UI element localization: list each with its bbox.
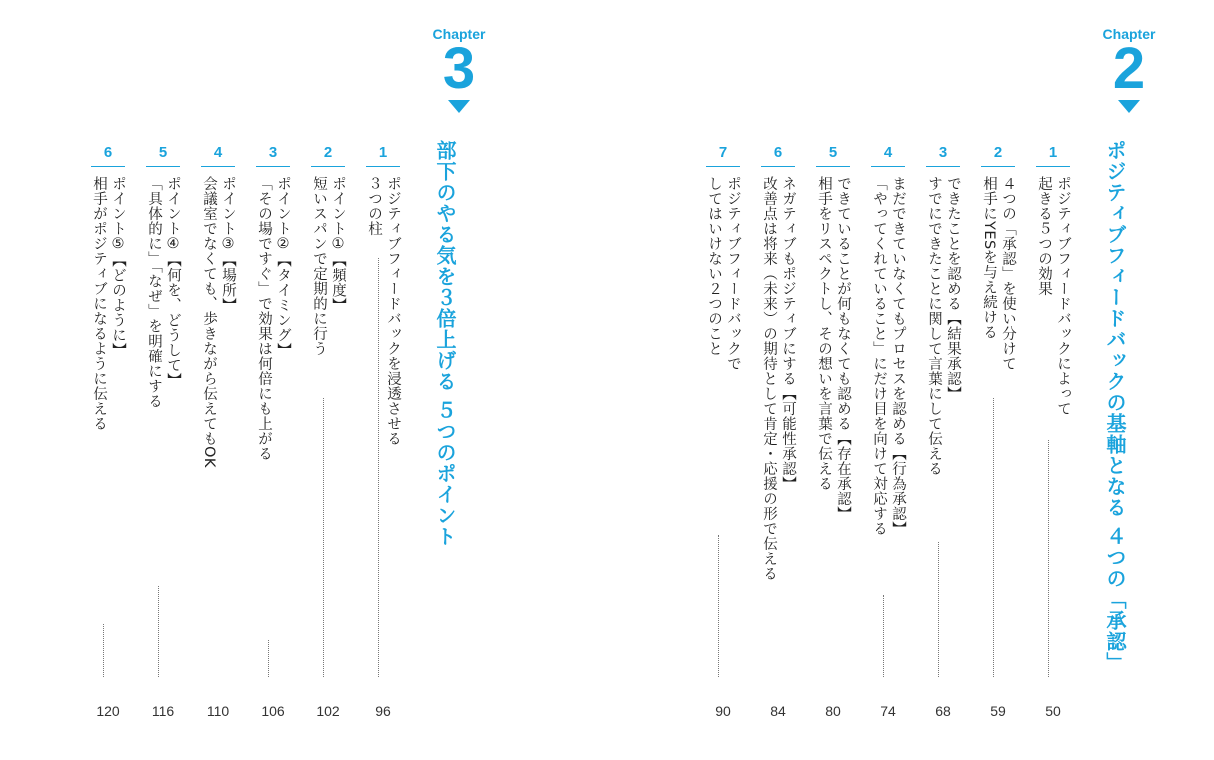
entry-page-number: 50 bbox=[1045, 703, 1061, 719]
entry-title: ポジティブフィードバックを浸透させる ３つの柱 bbox=[366, 176, 401, 446]
entry-number: 2 bbox=[993, 144, 1003, 161]
chapter2-title-line1: ポジティブフィードバックの基軸となる bbox=[1103, 140, 1127, 518]
entry-number: 1 bbox=[1048, 144, 1058, 161]
entry-rule bbox=[871, 166, 905, 167]
entry-title: できたことを認める【結果承認】 すでにできたことに関して言葉にして伝える bbox=[926, 176, 961, 476]
entry-number: 1 bbox=[378, 144, 388, 161]
chapter3-title bbox=[430, 140, 460, 547]
entry-page-number: 110 bbox=[206, 703, 230, 719]
entry-rule bbox=[706, 166, 740, 167]
chapter2-label: Chapter bbox=[1102, 26, 1156, 42]
entry-rule bbox=[91, 166, 125, 167]
entry-title: ポイント③【場所】 会議室でなくても、歩きながら伝えてもOK bbox=[201, 176, 236, 468]
leader-dots bbox=[883, 595, 884, 677]
leader-dots bbox=[103, 624, 104, 677]
entry-title: ポジティブフィードバックで してはいけない２つのこと bbox=[706, 176, 741, 371]
entry-number: 5 bbox=[828, 144, 838, 161]
entry-rule bbox=[816, 166, 850, 167]
entry-rule bbox=[256, 166, 290, 167]
entry-rule bbox=[366, 166, 400, 167]
leader-dots bbox=[938, 542, 939, 677]
chapter2-entry-5[interactable] bbox=[814, 140, 852, 725]
entry-page-number: 68 bbox=[935, 703, 951, 719]
leader-dots bbox=[268, 640, 269, 677]
entry-title: ４つの「承認」を使い分けて 相手にYESを与え続ける bbox=[981, 176, 1016, 371]
entry-number: 5 bbox=[158, 144, 168, 161]
entry-page-number: 59 bbox=[990, 703, 1006, 719]
leader-dots bbox=[323, 398, 324, 677]
leader-dots bbox=[1048, 440, 1049, 677]
entry-page-number: 120 bbox=[96, 703, 120, 719]
entry-title: ポイント④【何を、どうして】 「具体的に」「なぜ」を明確にする bbox=[146, 176, 181, 409]
entry-rule bbox=[311, 166, 345, 167]
chapter2-entry-7[interactable] bbox=[704, 140, 742, 725]
entry-title: まだできていなくてもプロセスを認める【行為承認】 「やってくれていること」にだけ目を向けて対応する bbox=[871, 176, 906, 536]
entry-rule bbox=[981, 166, 1015, 167]
chapter2-title bbox=[1100, 140, 1130, 673]
entry-number: 3 bbox=[268, 144, 278, 161]
leader-dots bbox=[718, 535, 719, 677]
entry-title: ポイント②【タイミング】 「その場ですぐ」で効果は何倍にも上がる bbox=[256, 176, 291, 461]
chapter3-entry-1[interactable] bbox=[364, 140, 402, 725]
entry-title: ポイント①【頻度】 短いスパンで定期的に行う bbox=[311, 176, 346, 356]
entry-rule bbox=[1036, 166, 1070, 167]
leader-dots bbox=[378, 258, 379, 677]
entry-page-number: 80 bbox=[825, 703, 841, 719]
entry-number: 3 bbox=[938, 144, 948, 161]
entry-rule bbox=[146, 166, 180, 167]
entry-number: 2 bbox=[323, 144, 333, 161]
entry-page-number: 116 bbox=[151, 703, 175, 719]
entry-page-number: 106 bbox=[261, 703, 285, 719]
entry-page-number: 74 bbox=[880, 703, 896, 719]
entry-title: できていることが何もなくても認める【存在承認】 相手をリスペクトし、その想いを言葉で伝える bbox=[816, 176, 851, 521]
chapter2-entry-4[interactable] bbox=[869, 140, 907, 725]
entry-page-number: 102 bbox=[316, 703, 340, 719]
chapter3-entry-2[interactable] bbox=[309, 140, 347, 725]
chapter3-entry-5[interactable] bbox=[144, 140, 182, 725]
entry-title: ネガティブもポジティブにする【可能性承認】 改善点は将来（未来）の期待として肯定・応援の形で伝える bbox=[761, 176, 796, 581]
entry-number: 6 bbox=[773, 144, 783, 161]
chapter3-label: Chapter bbox=[432, 26, 486, 42]
leader-dots bbox=[158, 586, 159, 677]
leader-dots bbox=[993, 398, 994, 677]
entry-number: 7 bbox=[718, 144, 728, 161]
entry-page-number: 90 bbox=[715, 703, 731, 719]
chapter3-entry-6[interactable] bbox=[89, 140, 127, 725]
entry-number: 4 bbox=[213, 144, 223, 161]
triangle-down-icon bbox=[1118, 100, 1140, 113]
chapter3-number: 3 bbox=[442, 36, 476, 101]
entry-rule bbox=[201, 166, 235, 167]
chapter3-title-line1: 部下のやる気を３倍上げる bbox=[433, 140, 457, 392]
chapter3-title-line2: ５つのポイント bbox=[433, 399, 457, 547]
chapter3-header bbox=[414, 26, 504, 113]
chapter2-entry-2[interactable] bbox=[979, 140, 1017, 725]
entry-number: 4 bbox=[883, 144, 893, 161]
entry-title: ポジティブフィードバックによって 起きる５つの効果 bbox=[1036, 176, 1071, 416]
chapter2-entry-1[interactable] bbox=[1034, 140, 1072, 725]
entry-number: 6 bbox=[103, 144, 113, 161]
entry-rule bbox=[926, 166, 960, 167]
chapter2-entry-3[interactable] bbox=[924, 140, 962, 725]
triangle-down-icon bbox=[448, 100, 470, 113]
chapter2-entry-6[interactable] bbox=[759, 140, 797, 725]
chapter2-header bbox=[1084, 26, 1174, 113]
entry-page-number: 96 bbox=[375, 703, 391, 719]
entry-title: ポイント⑤【どのように】 相手がポジティブになるように伝える bbox=[91, 176, 126, 431]
entry-rule bbox=[761, 166, 795, 167]
chapter3-entry-3[interactable] bbox=[254, 140, 292, 725]
chapter3-entry-4[interactable] bbox=[199, 140, 237, 725]
entry-page-number: 84 bbox=[770, 703, 786, 719]
chapter2-number: 2 bbox=[1112, 36, 1146, 101]
chapter2-title-line2: ４つの「承認」 bbox=[1103, 525, 1127, 673]
